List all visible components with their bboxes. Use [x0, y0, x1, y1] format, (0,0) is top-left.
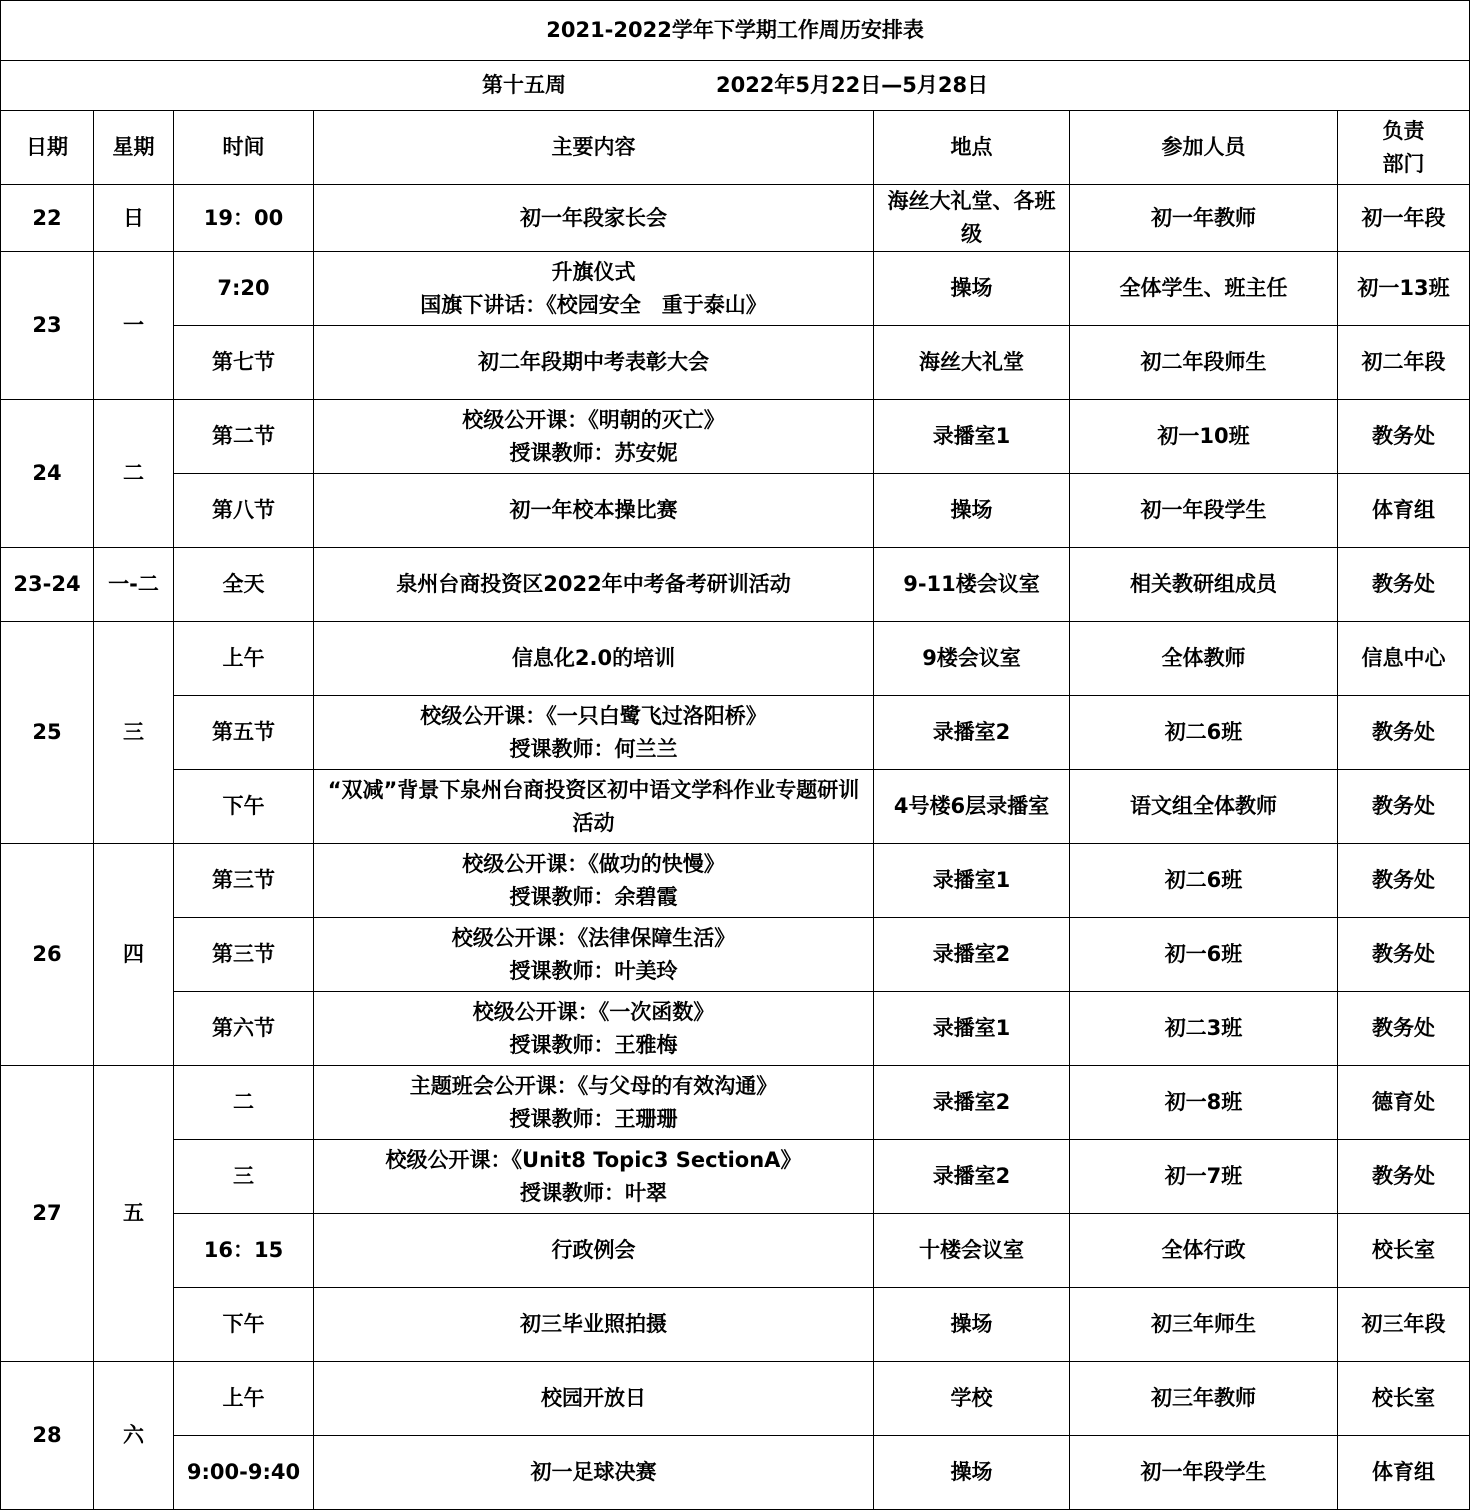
- table-row: [1, 548, 1470, 622]
- header-weekday: 星期: [94, 111, 174, 185]
- cell-dept: 教务处: [1338, 844, 1470, 918]
- cell-time: 第七节: [174, 326, 314, 400]
- cell-weekday: 六: [94, 1362, 174, 1510]
- cell-date: 23-24: [1, 548, 94, 622]
- cell-weekday: 日: [94, 185, 174, 252]
- content-line: 校级公开课：《Unit8 Topic3 SectionA》: [385, 1147, 802, 1172]
- cell-time: 上午: [174, 622, 314, 696]
- cell-location: 操场: [874, 252, 1070, 326]
- cell-dept: 信息中心: [1338, 622, 1470, 696]
- cell-content: 初三毕业照拍摄: [314, 1288, 874, 1362]
- cell-dept: 教务处: [1338, 770, 1470, 844]
- content-line: 授课教师：何兰兰: [509, 736, 678, 761]
- content-line: 升旗仪式: [551, 259, 636, 284]
- cell-location: 录播室1: [874, 400, 1070, 474]
- cell-location: 操场: [874, 1436, 1070, 1510]
- table-row: [1, 844, 1470, 918]
- cell-participants: 相关教研组成员: [1070, 548, 1338, 622]
- cell-date: 22: [1, 185, 94, 252]
- header-participants: 参加人员: [1070, 111, 1338, 185]
- table-row: [1, 252, 1470, 326]
- cell-time: 下午: [174, 770, 314, 844]
- cell-location: 录播室2: [874, 1066, 1070, 1140]
- page-title: 2021-2022学年下学期工作周历安排表: [1, 1, 1470, 61]
- cell-content: [314, 696, 874, 770]
- cell-weekday: 一: [94, 252, 174, 400]
- cell-dept: 教务处: [1338, 1140, 1470, 1214]
- cell-location: 录播室2: [874, 696, 1070, 770]
- cell-participants: 语文组全体教师: [1070, 770, 1338, 844]
- cell-dept: 体育组: [1338, 1436, 1470, 1510]
- cell-dept: 初三年段: [1338, 1288, 1470, 1362]
- cell-time: 二: [174, 1066, 314, 1140]
- cell-participants: 初二3班: [1070, 992, 1338, 1066]
- cell-date: 25: [1, 622, 94, 844]
- cell-dept: 教务处: [1338, 992, 1470, 1066]
- cell-content: “双减”背景下泉州台商投资区初中语文学科作业专题研训活动: [314, 770, 874, 844]
- cell-location: 海丝大礼堂: [874, 326, 1070, 400]
- cell-dept: 教务处: [1338, 918, 1470, 992]
- cell-dept: 教务处: [1338, 696, 1470, 770]
- cell-time: 第三节: [174, 918, 314, 992]
- cell-time: 上午: [174, 1362, 314, 1436]
- table-row: [1, 1214, 1470, 1288]
- cell-content: [314, 1140, 874, 1214]
- cell-content: [314, 252, 874, 326]
- cell-participants: 初一年段学生: [1070, 1436, 1338, 1510]
- cell-weekday: 三: [94, 622, 174, 844]
- content-line: 校级公开课：《一次函数》: [472, 999, 715, 1024]
- header-dept-line1: 负责: [1382, 118, 1425, 143]
- cell-location: 学校: [874, 1362, 1070, 1436]
- cell-content: 行政例会: [314, 1214, 874, 1288]
- cell-content: 校园开放日: [314, 1362, 874, 1436]
- cell-participants: 初二年段师生: [1070, 326, 1338, 400]
- cell-time: 第五节: [174, 696, 314, 770]
- content-line: 校级公开课：《做功的快慢》: [462, 851, 725, 876]
- header-row: [1, 111, 1470, 185]
- cell-content: 初一足球决赛: [314, 1436, 874, 1510]
- table-row: [1, 696, 1470, 770]
- cell-location: 9-11楼会议室: [874, 548, 1070, 622]
- table-row: [1, 992, 1470, 1066]
- content-line: 授课教师：叶美玲: [509, 958, 678, 983]
- cell-dept: 德育处: [1338, 1066, 1470, 1140]
- table-row: [1, 185, 1470, 252]
- cell-participants: 初一6班: [1070, 918, 1338, 992]
- cell-location: 操场: [874, 474, 1070, 548]
- table-row: [1, 1436, 1470, 1510]
- cell-location: 录播室1: [874, 992, 1070, 1066]
- table-row: [1, 1066, 1470, 1140]
- cell-content: [314, 992, 874, 1066]
- cell-participants: 初三年教师: [1070, 1362, 1338, 1436]
- cell-time: 9:00-9:40: [174, 1436, 314, 1510]
- content-line: 校级公开课：《法律保障生活》: [451, 925, 736, 950]
- cell-time: 下午: [174, 1288, 314, 1362]
- cell-time: 第六节: [174, 992, 314, 1066]
- cell-dept: 教务处: [1338, 548, 1470, 622]
- table-row: [1, 622, 1470, 696]
- cell-time: 19：00: [174, 185, 314, 252]
- cell-weekday: 二: [94, 400, 174, 548]
- cell-participants: 全体教师: [1070, 622, 1338, 696]
- table-row: [1, 1288, 1470, 1362]
- header-dept-line2: 部门: [1382, 151, 1425, 176]
- content-line: 授课教师：叶翠: [520, 1180, 667, 1205]
- cell-date: 26: [1, 844, 94, 1066]
- cell-time: 7:20: [174, 252, 314, 326]
- cell-content: [314, 918, 874, 992]
- week-info: [1, 61, 1470, 111]
- cell-participants: 初三年师生: [1070, 1288, 1338, 1362]
- cell-content: 初二年段期中考表彰大会: [314, 326, 874, 400]
- cell-participants: 初一年段学生: [1070, 474, 1338, 548]
- cell-participants: 初一年教师: [1070, 185, 1338, 252]
- cell-weekday: 四: [94, 844, 174, 1066]
- cell-time: 全天: [174, 548, 314, 622]
- content-line: 主题班会公开课：《与父母的有效沟通》: [409, 1073, 778, 1098]
- week-label: 第十五周: [481, 73, 566, 97]
- cell-time: 第八节: [174, 474, 314, 548]
- cell-content: 泉州台商投资区2022年中考备考研训活动: [314, 548, 874, 622]
- cell-participants: 全体行政: [1070, 1214, 1338, 1288]
- content-line: 授课教师：王雅梅: [509, 1032, 678, 1057]
- cell-date: 23: [1, 252, 94, 400]
- content-line: 校级公开课：《明朝的灭亡》: [462, 407, 725, 432]
- cell-content: [314, 844, 874, 918]
- table-row: [1, 326, 1470, 400]
- header-dept: [1338, 111, 1470, 185]
- cell-location: 录播室2: [874, 1140, 1070, 1214]
- cell-time: 16：15: [174, 1214, 314, 1288]
- cell-weekday: 五: [94, 1066, 174, 1362]
- cell-content: [314, 400, 874, 474]
- cell-location: 录播室2: [874, 918, 1070, 992]
- cell-dept: 体育组: [1338, 474, 1470, 548]
- table-row: [1, 400, 1470, 474]
- cell-content: 初一年校本操比赛: [314, 474, 874, 548]
- cell-location: 十楼会议室: [874, 1214, 1070, 1288]
- cell-dept: 校长室: [1338, 1214, 1470, 1288]
- cell-location: 录播室1: [874, 844, 1070, 918]
- cell-location: 海丝大礼堂、各班级: [874, 185, 1070, 252]
- content-line: 校级公开课：《一只白鹭飞过洛阳桥》: [420, 703, 767, 728]
- cell-participants: 初一10班: [1070, 400, 1338, 474]
- content-line: 授课教师：余碧霞: [509, 884, 678, 909]
- table-row: [1, 1140, 1470, 1214]
- table-row: [1, 918, 1470, 992]
- cell-content: 信息化2.0的培训: [314, 622, 874, 696]
- cell-dept: 校长室: [1338, 1362, 1470, 1436]
- table-row: [1, 1362, 1470, 1436]
- cell-weekday: 一-二: [94, 548, 174, 622]
- table-row: [1, 770, 1470, 844]
- header-content: 主要内容: [314, 111, 874, 185]
- content-line: 授课教师：苏安妮: [509, 440, 678, 465]
- header-date: 日期: [1, 111, 94, 185]
- cell-dept: 初一13班: [1338, 252, 1470, 326]
- cell-date: 24: [1, 400, 94, 548]
- table-row: [1, 474, 1470, 548]
- cell-date: 27: [1, 1066, 94, 1362]
- cell-location: 4号楼6层录播室: [874, 770, 1070, 844]
- cell-time: 三: [174, 1140, 314, 1214]
- cell-location: 操场: [874, 1288, 1070, 1362]
- cell-date: 28: [1, 1362, 94, 1510]
- cell-participants: 初一7班: [1070, 1140, 1338, 1214]
- cell-dept: 初一年段: [1338, 185, 1470, 252]
- header-location: 地点: [874, 111, 1070, 185]
- cell-dept: 教务处: [1338, 400, 1470, 474]
- cell-dept: 初二年段: [1338, 326, 1470, 400]
- content-line: 授课教师：王珊珊: [509, 1106, 678, 1131]
- header-time: 时间: [174, 111, 314, 185]
- date-range: 2022年5月22日—5月28日: [715, 73, 989, 97]
- cell-participants: 初二6班: [1070, 844, 1338, 918]
- content-line: 国旗下讲话：《校园安全 重于泰山》: [420, 292, 767, 317]
- cell-participants: 全体学生、班主任: [1070, 252, 1338, 326]
- cell-participants: 初一8班: [1070, 1066, 1338, 1140]
- cell-content: 初一年段家长会: [314, 185, 874, 252]
- cell-participants: 初二6班: [1070, 696, 1338, 770]
- cell-time: 第二节: [174, 400, 314, 474]
- cell-content: [314, 1066, 874, 1140]
- cell-location: 9楼会议室: [874, 622, 1070, 696]
- cell-time: 第三节: [174, 844, 314, 918]
